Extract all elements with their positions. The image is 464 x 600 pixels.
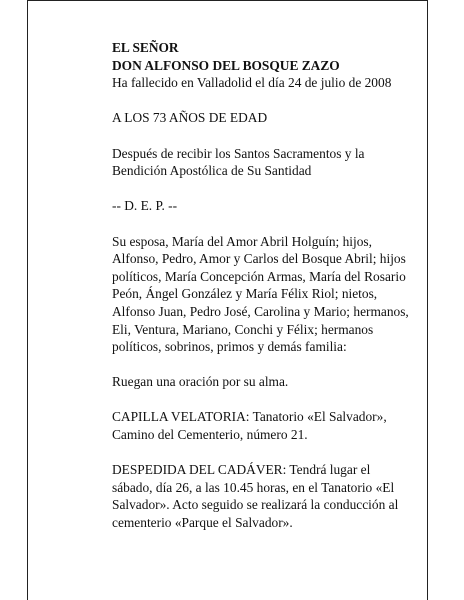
deceased-name: DON ALFONSO DEL BOSQUE ZAZO (112, 57, 340, 73)
dep-line: -- D. E. P. -- (112, 198, 178, 214)
family-paragraph: Su esposa, María del Amor Abril Holguín; hijos, Alfonso, Pedro, Amor y Carlos del Bosque Abril; hijos políticos, María Concepción Armas, María del Rosario Peón, Ángel González y María Félix Riol; nietos, Alfonso Juan, Pedro José, Carolina y Mario; hermanos, Eli, Ventura, Mariano, Conchi y Félix; hermanos políticos, sobrinos, primos y demás familia: (112, 233, 409, 355)
sacraments-paragraph: Después de recibir los Santos Sacramentos y la Bendición Apostólica de Su Santidad (112, 145, 365, 179)
header-title: EL SEÑOR (112, 40, 179, 55)
age-line: A LOS 73 AÑOS DE EDAD (112, 110, 268, 126)
death-info: Ha fallecido en Valladolid el día 24 de julio de 2008 (112, 75, 392, 91)
obituary-notice (112, 39, 412, 532)
prayer-line: Ruegan una oración por su alma. (112, 374, 289, 390)
chapel-paragraph: CAPILLA VELATORIA: Tanatorio «El Salvador», Camino del Cementerio, número 21. (112, 409, 387, 443)
farewell-paragraph: DESPEDIDA DEL CADÁVER: Tendrá lugar el sábado, día 26, a las 10.45 horas, en el Tanatorio «El Salvador». Acto seguido se realizará la conducción al cementerio «Parque el Salvador». (112, 462, 399, 531)
